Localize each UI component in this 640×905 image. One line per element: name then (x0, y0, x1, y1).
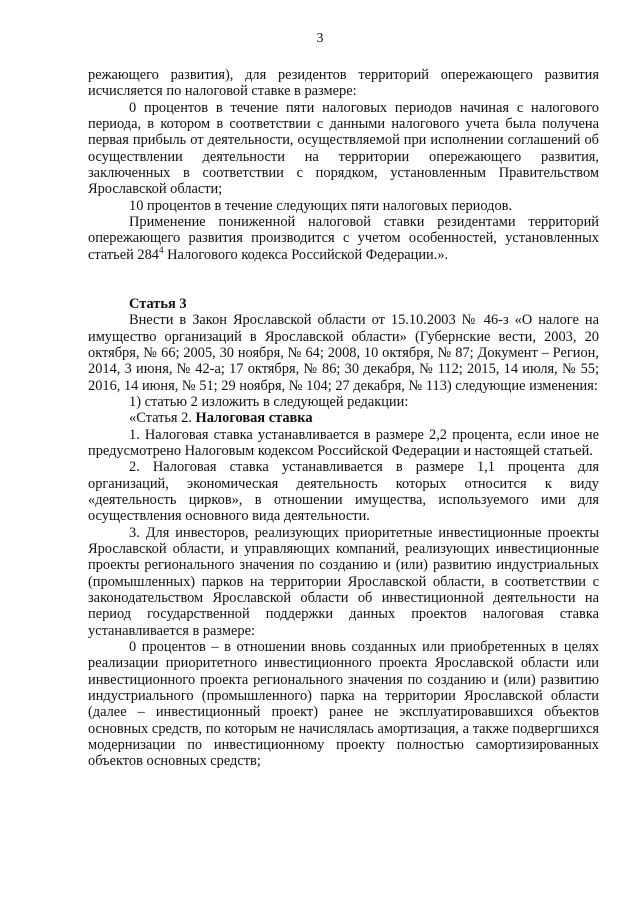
article-heading: Статья 3 (129, 295, 187, 312)
article-superscript: 4 (159, 244, 164, 255)
paragraph-reduced-rate-text-end: Налогового кодекса Российской Федерации.». (163, 246, 449, 263)
paragraph-zero-percent-property: 0 процентов – в отношении вновь созданных или приобретенных в целях реализации приоритетного инвестиционного проекта Ярославской области или инвестиционного проекта регионального значения по созданию и (или) развитию индустриального (промышленного) парка на территории Ярославской области (далее – инвестиционный проект) ранее не эксплуатировавшихся объектов основных средств, по которым не начислялась амортизация, а также подвергшихся модернизации по инвестиционному проекту полностью самортизированных объектов основных средств; (88, 639, 599, 770)
article-two-label: «Статья 2. (129, 410, 196, 427)
paragraph-continuation: режающего развития), для резидентов территорий опережающего развития исчисляется по налоговой ставке в размере: (88, 67, 599, 100)
paragraph-article-two-intro: 1) статью 2 изложить в следующей редакции: (129, 393, 409, 410)
paragraph-gap (88, 279, 599, 295)
paragraph-item-one: 1. Налоговая ставка устанавливается в размере 2,2 процента, если иное не предусмотрено Налоговым кодексом Российской Федерации и настоящей статьей. (88, 426, 599, 459)
paragraph-reduced-rate-application (88, 214, 599, 263)
document-body (88, 67, 599, 770)
paragraph-article-two-title (88, 410, 599, 426)
paragraph-zero-percent-rate: 0 процентов в течение пяти налоговых периодов начиная с налогового периода, в котором в соответствии с данными налогового учета была получена первая прибыль от деятельности, осуществляемой при исполнении соглашений об осуществлении деятельности на территории опережающего развития, заключенных в соответствии с порядком, установленным Правительством Ярославской области; (88, 99, 599, 198)
paragraph-gap (88, 263, 599, 279)
paragraph-reduced-rate-text: Применение пониженной налоговой ставки резидентами территорий опережающего развития производится с учетом особенностей, установленных статьей 284 (88, 214, 599, 263)
paragraph-ten-percent-rate: 10 процентов в течение следующих пяти налоговых периодов. (129, 197, 513, 214)
paragraph-item-three: 3. Для инвесторов, реализующих приоритетные инвестиционные проекты Ярославской области, и управляющих компаний, реализующих инвестиционные проекты регионального значения по созданию и (или) развитию индустриальных (промышленных) парков на территории Ярославской области, в соответствии с законодательством Ярославской области об инвестиционной деятельности на период государственной поддержки данных проектов налоговая ставка устанавливается в размере: (88, 524, 599, 639)
page-number: 3 (316, 31, 324, 46)
article-two-bold-title: Налоговая ставка (195, 410, 313, 427)
paragraph-item-two: 2. Налоговая ставка устанавливается в размере 1,1 процента для организаций, экономическая деятельность которых относится к виду «деятельность цирков», в отношении имущества, используемого ими для осуществления основного вида деятельности. (88, 459, 599, 525)
paragraph-law-amendment: Внести в Закон Ярославской области от 15.10.2003 № 46-з «О налоге на имущество организаций в Ярославской области» (Губернские вести, 2003, 20 октября, № 66; 2005, 30 ноября, № 64; 2008, 10 октября, № 87; Документ – Регион, 2014, 3 июня, № 42-а; 17 октября, № 86; 30 декабря, № 112; 2015, 14 июля, № 55; 2016, 14 июня, № 51; 29 ноября, № 104; 27 декабря, № 113) следующие изменения: (88, 312, 599, 394)
